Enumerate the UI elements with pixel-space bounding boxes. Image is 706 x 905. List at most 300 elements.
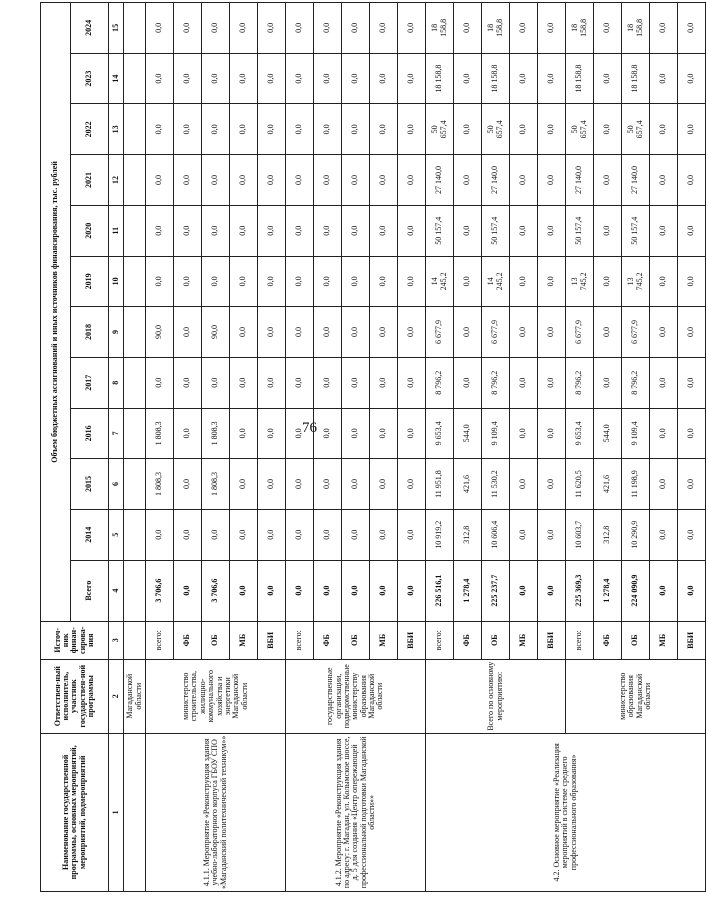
value-cell: 0,0 [286, 560, 314, 621]
value-cell: 3 706,6 [202, 560, 230, 621]
value-cell: 0,0 [510, 155, 538, 206]
value-cell: 90,0 [146, 307, 174, 358]
value-cell: 0,0 [230, 205, 258, 256]
value-cell: 0,0 [594, 3, 622, 54]
value-cell: 0,0 [342, 357, 370, 408]
value-cell: 0,0 [510, 408, 538, 459]
value-cell: 0,0 [230, 307, 258, 358]
value-cell: 0,0 [650, 53, 678, 104]
column-number: 2 [109, 659, 124, 733]
value-cell: 9 109,4 [622, 408, 650, 459]
value-cell: 0,0 [342, 104, 370, 155]
empty-cell [124, 509, 146, 560]
value-cell: 0,0 [370, 560, 398, 621]
value-cell: 0,0 [370, 307, 398, 358]
value-cell: 11 951,8 [426, 459, 454, 510]
value-cell: 0,0 [230, 155, 258, 206]
value-cell: 0,0 [230, 408, 258, 459]
source-cell: ВБИ [398, 621, 426, 659]
value-cell: 0,0 [650, 408, 678, 459]
value-cell: 0,0 [678, 408, 706, 459]
column-number: 12 [109, 155, 124, 206]
value-cell: 0,0 [650, 357, 678, 408]
value-cell: 0,0 [258, 307, 286, 358]
value-cell: 0,0 [398, 104, 426, 155]
value-cell: 0,0 [678, 3, 706, 54]
value-cell: 0,0 [454, 256, 482, 307]
value-cell: 0,0 [202, 205, 230, 256]
value-cell: 0,0 [146, 53, 174, 104]
value-cell: 0,0 [314, 509, 342, 560]
empty-cell [124, 357, 146, 408]
column-number: 6 [109, 459, 124, 510]
source-cell: ВБИ [538, 621, 566, 659]
value-cell: 0,0 [650, 104, 678, 155]
header-responsible: Ответствен-ный исполнитель, участник государствен-ной программы [41, 659, 109, 733]
value-cell: 0,0 [678, 256, 706, 307]
value-cell: 0,0 [286, 104, 314, 155]
value-cell: 0,0 [538, 357, 566, 408]
value-cell: 9 109,4 [482, 408, 510, 459]
source-cell: МБ [650, 621, 678, 659]
responsible-text: государственные организации, подведомственные [325, 664, 351, 729]
header-year: 2020 [71, 205, 109, 256]
value-cell: 0,0 [286, 408, 314, 459]
responsible-cell [286, 659, 426, 733]
value-cell: 14 245,2 [482, 256, 510, 307]
empty-cell [124, 205, 146, 256]
value-cell: 0,0 [258, 509, 286, 560]
value-cell: 10 290,9 [622, 509, 650, 560]
source-cell: ФБ [454, 621, 482, 659]
page-number: 76 [302, 420, 317, 436]
value-cell: 0,0 [678, 155, 706, 206]
value-cell: 0,0 [398, 205, 426, 256]
value-cell: 11 530,2 [482, 459, 510, 510]
value-cell: 3 706,6 [146, 560, 174, 621]
continuation-responsible: Магаданской области [124, 659, 146, 733]
value-cell: 0,0 [370, 408, 398, 459]
responsible-cell: Всего по основному мероприятию: [426, 659, 566, 733]
empty-cell [124, 408, 146, 459]
value-cell: 0,0 [510, 205, 538, 256]
value-cell: 225 369,3 [566, 560, 594, 621]
value-cell: 13 745,2 [622, 256, 650, 307]
value-cell: 1 808,3 [146, 408, 174, 459]
column-number: 3 [109, 621, 124, 659]
value-cell: 0,0 [594, 155, 622, 206]
value-cell: 0,0 [342, 205, 370, 256]
value-cell: 50 657,4 [482, 104, 510, 155]
value-cell: 0,0 [678, 357, 706, 408]
value-cell: 11 198,9 [622, 459, 650, 510]
value-cell: 0,0 [146, 256, 174, 307]
source-cell: ФБ [174, 621, 202, 659]
column-number-row [109, 3, 124, 892]
header-total: Всего [71, 560, 109, 621]
value-cell: 27 140,0 [566, 155, 594, 206]
empty-cell [124, 53, 146, 104]
value-cell: 0,0 [258, 459, 286, 510]
value-cell: 10 603,7 [566, 509, 594, 560]
value-cell: 0,0 [594, 307, 622, 358]
value-cell: 0,0 [314, 256, 342, 307]
value-cell: 0,0 [342, 509, 370, 560]
value-cell: 0,0 [538, 509, 566, 560]
empty-cell [124, 621, 146, 659]
table-row [426, 3, 454, 892]
value-cell: 1 278,4 [454, 560, 482, 621]
value-cell: 0,0 [314, 408, 342, 459]
value-cell: 0,0 [146, 155, 174, 206]
value-cell: 0,0 [230, 256, 258, 307]
value-cell: 0,0 [314, 205, 342, 256]
value-cell: 50 157,4 [426, 205, 454, 256]
value-cell: 0,0 [342, 408, 370, 459]
source-cell: всего: [146, 621, 174, 659]
value-cell: 0,0 [370, 205, 398, 256]
responsible-cell: министерство образования Магаданской области [566, 659, 706, 733]
value-cell: 18 158,8 [622, 53, 650, 104]
value-cell: 0,0 [398, 357, 426, 408]
value-cell: 0,0 [174, 357, 202, 408]
value-cell: 0,0 [286, 357, 314, 408]
table-row [286, 3, 314, 892]
value-cell: 0,0 [286, 509, 314, 560]
header-year: 2022 [71, 104, 109, 155]
value-cell: 0,0 [230, 3, 258, 54]
value-cell: 0,0 [174, 459, 202, 510]
value-cell: 0,0 [370, 3, 398, 54]
value-cell: 0,0 [286, 53, 314, 104]
value-cell: 0,0 [202, 357, 230, 408]
value-cell: 0,0 [454, 205, 482, 256]
value-cell: 0,0 [370, 104, 398, 155]
source-cell: ВБИ [258, 621, 286, 659]
value-cell: 0,0 [650, 307, 678, 358]
value-cell: 0,0 [678, 307, 706, 358]
value-cell: 0,0 [174, 256, 202, 307]
value-cell: 0,0 [454, 357, 482, 408]
source-cell: ОБ [202, 621, 230, 659]
value-cell: 0,0 [146, 357, 174, 408]
value-cell: 0,0 [286, 205, 314, 256]
source-cell: всего: [426, 621, 454, 659]
value-cell: 544,0 [594, 408, 622, 459]
empty-cell [124, 560, 146, 621]
value-cell: 0,0 [146, 205, 174, 256]
header-year: 2019 [71, 256, 109, 307]
value-cell: 0,0 [538, 459, 566, 510]
value-cell: 0,0 [370, 155, 398, 206]
header-year: 2023 [71, 53, 109, 104]
value-cell: 0,0 [230, 104, 258, 155]
measure-name: 4.1.2. Мероприятие «Реконструкция здания по адресу: г. Магадан, ул. Колымское шоссе, д. 5 для создания «Центр опережающей профессиональной подготовки Магаданской области»» [286, 733, 426, 891]
column-number: 7 [109, 408, 124, 459]
value-cell: 0,0 [398, 408, 426, 459]
header-year: 2015 [71, 459, 109, 510]
source-cell: ОБ [482, 621, 510, 659]
value-cell: 0,0 [202, 509, 230, 560]
value-cell: 0,0 [258, 357, 286, 408]
value-cell: 0,0 [230, 53, 258, 104]
value-cell: 0,0 [174, 205, 202, 256]
value-cell: 0,0 [678, 104, 706, 155]
value-cell: 0,0 [594, 256, 622, 307]
value-cell: 0,0 [370, 459, 398, 510]
value-cell: 0,0 [258, 205, 286, 256]
header-year: 2016 [71, 408, 109, 459]
value-cell: 0,0 [258, 256, 286, 307]
value-cell: 0,0 [286, 256, 314, 307]
value-cell: 0,0 [510, 307, 538, 358]
value-cell: 0,0 [454, 3, 482, 54]
value-cell: 8 796,2 [566, 357, 594, 408]
value-cell: 0,0 [398, 307, 426, 358]
source-cell: всего: [286, 621, 314, 659]
value-cell: 50 157,4 [482, 205, 510, 256]
value-cell: 0,0 [454, 53, 482, 104]
value-cell: 0,0 [398, 256, 426, 307]
value-cell: 18 158,8 [482, 53, 510, 104]
responsible-cell: министерство строительства, жилищно-коммунального хозяйства и энергетики Магаданской области [146, 659, 286, 733]
value-cell: 0,0 [174, 307, 202, 358]
value-cell: 0,0 [594, 104, 622, 155]
value-cell: 0,0 [174, 104, 202, 155]
header-funding-group: Объем бюджетных ассигнований и иных источников финансирования, тыс. рублей [41, 3, 71, 622]
header-year: 2017 [71, 357, 109, 408]
source-cell: всего: [566, 621, 594, 659]
column-number: 1 [109, 733, 124, 891]
value-cell: 9 653,4 [426, 408, 454, 459]
value-cell: 0,0 [342, 256, 370, 307]
value-cell: 0,0 [342, 155, 370, 206]
value-cell: 0,0 [454, 155, 482, 206]
value-cell: 0,0 [538, 3, 566, 54]
value-cell: 0,0 [314, 307, 342, 358]
value-cell: 27 140,0 [482, 155, 510, 206]
value-cell: 1 278,4 [594, 560, 622, 621]
value-cell: 0,0 [258, 3, 286, 54]
header-name: Наименование государственной программы, основных мероприятий, мероприятий, подмероприятий [41, 733, 109, 891]
value-cell: 0,0 [678, 205, 706, 256]
value-cell: 50 157,4 [566, 205, 594, 256]
source-cell: ФБ [314, 621, 342, 659]
value-cell: 18 158,8 [566, 53, 594, 104]
value-cell: 0,0 [678, 53, 706, 104]
value-cell: 0,0 [202, 104, 230, 155]
measure-name: 4.1.1. Мероприятие «Реконструкция здания учебно-лабораторного корпуса ГБОУ СПО «Магаданский политехнический техникум»» [146, 733, 286, 891]
value-cell: 0,0 [286, 3, 314, 54]
value-cell: 0,0 [174, 408, 202, 459]
value-cell: 50 157,4 [622, 205, 650, 256]
value-cell: 421,6 [454, 459, 482, 510]
empty-cell [124, 307, 146, 358]
column-number: 10 [109, 256, 124, 307]
value-cell: 14 245,2 [426, 256, 454, 307]
value-cell: 0,0 [370, 357, 398, 408]
value-cell: 0,0 [510, 357, 538, 408]
value-cell: 0,0 [314, 104, 342, 155]
value-cell: 0,0 [370, 256, 398, 307]
value-cell: 224 090,9 [622, 560, 650, 621]
source-cell: ВБИ [678, 621, 706, 659]
value-cell: 0,0 [678, 560, 706, 621]
value-cell: 0,0 [314, 459, 342, 510]
value-cell: 27 140,0 [622, 155, 650, 206]
value-cell: 0,0 [258, 560, 286, 621]
header-year: 2014 [71, 509, 109, 560]
value-cell: 0,0 [594, 53, 622, 104]
value-cell: 0,0 [174, 509, 202, 560]
value-cell: 18 158,8 [566, 3, 594, 54]
value-cell: 50 657,4 [426, 104, 454, 155]
value-cell: 6 677,9 [426, 307, 454, 358]
value-cell: 0,0 [258, 155, 286, 206]
value-cell: 0,0 [650, 560, 678, 621]
header-year: 2024 [71, 3, 109, 54]
value-cell: 0,0 [510, 509, 538, 560]
value-cell: 0,0 [538, 307, 566, 358]
value-cell: 0,0 [314, 155, 342, 206]
value-cell: 6 677,9 [622, 307, 650, 358]
value-cell: 0,0 [538, 155, 566, 206]
value-cell: 0,0 [678, 509, 706, 560]
column-number: 13 [109, 104, 124, 155]
value-cell: 0,0 [146, 3, 174, 54]
column-number: 8 [109, 357, 124, 408]
value-cell: 0,0 [202, 53, 230, 104]
value-cell: 0,0 [398, 53, 426, 104]
continuation-name-cell [124, 733, 146, 891]
value-cell: 0,0 [398, 155, 426, 206]
value-cell: 0,0 [398, 459, 426, 510]
source-cell: ОБ [622, 621, 650, 659]
value-cell: 18 158,8 [426, 3, 454, 54]
value-cell: 0,0 [510, 459, 538, 510]
value-cell: 18 158,8 [622, 3, 650, 54]
empty-cell [124, 155, 146, 206]
value-cell: 0,0 [650, 155, 678, 206]
header-year: 2021 [71, 155, 109, 206]
value-cell: 0,0 [314, 357, 342, 408]
value-cell: 544,0 [454, 408, 482, 459]
value-cell: 0,0 [174, 155, 202, 206]
value-cell: 11 620,5 [566, 459, 594, 510]
value-cell: 0,0 [678, 459, 706, 510]
value-cell: 50 657,4 [622, 104, 650, 155]
value-cell: 0,0 [258, 408, 286, 459]
value-cell: 0,0 [370, 509, 398, 560]
value-cell: 0,0 [538, 256, 566, 307]
column-number: 14 [109, 53, 124, 104]
empty-cell [124, 3, 146, 54]
value-cell: 312,8 [594, 509, 622, 560]
rotated-table-wrapper [40, 2, 696, 892]
value-cell: 0,0 [286, 459, 314, 510]
value-cell: 0,0 [650, 3, 678, 54]
value-cell: 226 516,1 [426, 560, 454, 621]
value-cell: 0,0 [146, 509, 174, 560]
value-cell: 10 606,4 [482, 509, 510, 560]
value-cell: 0,0 [342, 560, 370, 621]
value-cell: 0,0 [510, 104, 538, 155]
value-cell: 0,0 [650, 256, 678, 307]
value-cell: 0,0 [230, 560, 258, 621]
value-cell: 0,0 [174, 53, 202, 104]
rotated-table-frame [40, 2, 696, 892]
value-cell: 0,0 [230, 509, 258, 560]
value-cell: 0,0 [510, 3, 538, 54]
value-cell: 0,0 [314, 3, 342, 54]
value-cell: 1 808,3 [202, 408, 230, 459]
source-cell: ФБ [594, 621, 622, 659]
value-cell: 18 158,8 [426, 53, 454, 104]
value-cell: 0,0 [454, 307, 482, 358]
value-cell: 0,0 [314, 560, 342, 621]
source-cell: МБ [230, 621, 258, 659]
value-cell: 8 796,2 [622, 357, 650, 408]
value-cell: 0,0 [174, 560, 202, 621]
table-body [41, 3, 706, 892]
value-cell: 0,0 [538, 205, 566, 256]
value-cell: 27 140,0 [426, 155, 454, 206]
value-cell: 0,0 [510, 560, 538, 621]
empty-cell [124, 104, 146, 155]
table-row [146, 3, 174, 892]
value-cell: 0,0 [510, 53, 538, 104]
column-number: 11 [109, 205, 124, 256]
column-number: 9 [109, 307, 124, 358]
value-cell: 0,0 [342, 459, 370, 510]
value-cell: 0,0 [146, 104, 174, 155]
source-cell: ОБ [342, 621, 370, 659]
value-cell: 0,0 [342, 53, 370, 104]
value-cell: 0,0 [650, 459, 678, 510]
value-cell: 0,0 [202, 256, 230, 307]
continuation-row [124, 3, 146, 892]
header-year: 2018 [71, 307, 109, 358]
value-cell: 0,0 [370, 53, 398, 104]
value-cell: 0,0 [202, 155, 230, 206]
value-cell: 421,6 [594, 459, 622, 510]
value-cell: 0,0 [202, 3, 230, 54]
value-cell: 0,0 [538, 560, 566, 621]
value-cell: 0,0 [594, 205, 622, 256]
responsible-text: министерству образования Магаданской области [350, 672, 385, 720]
value-cell: 8 796,2 [426, 357, 454, 408]
value-cell: 0,0 [314, 53, 342, 104]
value-cell: 10 919,2 [426, 509, 454, 560]
source-cell: МБ [370, 621, 398, 659]
value-cell: 18 158,8 [482, 3, 510, 54]
value-cell: 0,0 [398, 3, 426, 54]
value-cell: 0,0 [650, 509, 678, 560]
measure-name: 4.2. Основное мероприятие «Реализация мероприятий в системе среднего профессионального образования» [426, 733, 706, 891]
value-cell: 8 796,2 [482, 357, 510, 408]
empty-cell [124, 256, 146, 307]
value-cell: 312,8 [454, 509, 482, 560]
value-cell: 0,0 [650, 205, 678, 256]
value-cell: 9 653,4 [566, 408, 594, 459]
value-cell: 0,0 [230, 357, 258, 408]
empty-cell [124, 459, 146, 510]
value-cell: 0,0 [398, 509, 426, 560]
value-cell: 0,0 [174, 3, 202, 54]
value-cell: 0,0 [454, 104, 482, 155]
value-cell: 1 808,3 [202, 459, 230, 510]
value-cell: 0,0 [594, 357, 622, 408]
